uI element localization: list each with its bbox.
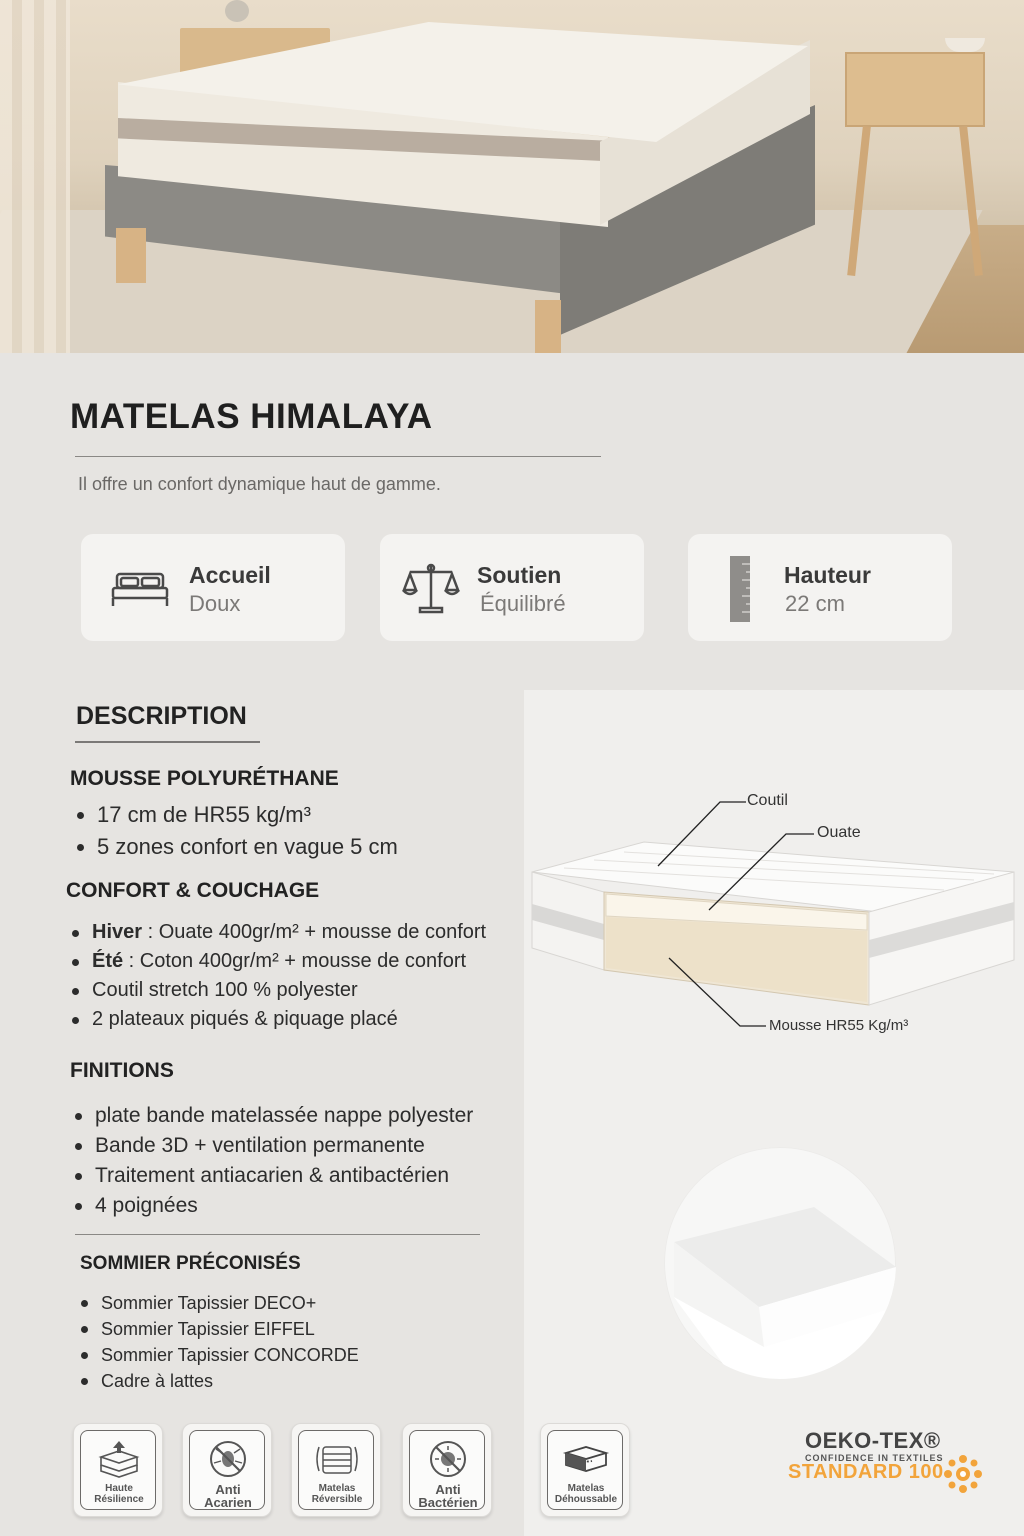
list-item: 4 poignées xyxy=(71,1191,473,1221)
badge-text: Anti Bactérien xyxy=(418,1482,478,1510)
list-item: 17 cm de HR55 kg/m³ xyxy=(73,799,398,831)
product-subtitle: Il offre un confort dynamique haut de gamme. xyxy=(78,474,441,494)
badge-haute-resilience xyxy=(73,1423,163,1517)
ouate-label: Ouate xyxy=(817,824,861,841)
list-item: Sommier Tapissier DECO+ xyxy=(77,1290,359,1316)
spec-card-accueil xyxy=(81,534,345,641)
product-title: MATELAS HIMALAYA xyxy=(70,397,433,436)
oeko-tex-tagline: CONFIDENCE IN TEXTILES xyxy=(805,1453,944,1463)
balance-scale-icon xyxy=(400,560,462,616)
list-item: Sommier Tapissier EIFFEL xyxy=(77,1316,359,1342)
bowl xyxy=(945,38,985,52)
badge-matelas-dehoussable xyxy=(540,1423,630,1517)
spec-value: 22 cm xyxy=(785,591,845,616)
bed-leg xyxy=(116,228,146,283)
foam-heading: MOUSSE POLYURÉTHANE xyxy=(70,767,339,790)
list-item: Cadre à lattes xyxy=(77,1368,359,1394)
bed-leg xyxy=(535,300,561,353)
anti-mite-icon xyxy=(204,1439,252,1479)
spec-value: Équilibré xyxy=(480,591,566,616)
ruler-icon xyxy=(718,554,758,624)
list-item: Traitement antiacarien & antibactérien xyxy=(71,1161,473,1191)
badge-text: Matelas Réversible xyxy=(311,1483,363,1505)
oeko-tex-logo: OEKO-TEX® xyxy=(805,1428,941,1453)
hero-bedroom-image xyxy=(0,0,1024,353)
confort-list xyxy=(68,918,486,1034)
right-nightstand xyxy=(845,52,985,127)
foam-list xyxy=(73,799,398,863)
reversible-icon xyxy=(313,1439,361,1479)
coutil-label: Coutil xyxy=(747,792,788,809)
oeko-tex-standard: STANDARD 100 xyxy=(788,1461,944,1483)
finitions-heading: FINITIONS xyxy=(70,1059,174,1082)
sommier-heading: SOMMIER PRÉCONISÉS xyxy=(80,1253,301,1274)
sommier-list xyxy=(77,1290,359,1394)
spec-label: Hauteur xyxy=(784,562,871,588)
list-item: Coutil stretch 100 % polyester xyxy=(68,976,486,1005)
badge-matelas-reversible xyxy=(291,1423,381,1517)
removable-cover-icon xyxy=(562,1439,610,1479)
spec-label: Accueil xyxy=(189,562,271,588)
lamp xyxy=(225,0,249,22)
list-item: 2 plateaux piqués & piquage placé xyxy=(68,1005,486,1034)
mousse-label: Mousse HR55 Kg/m³ xyxy=(769,1017,909,1034)
list-item: 5 zones confort en vague 5 cm xyxy=(73,831,398,863)
badge-text: Matelas Déhoussable xyxy=(554,1483,618,1505)
list-item: plate bande matelassée nappe polyester xyxy=(71,1101,473,1131)
list-item: Sommier Tapissier CONCORDE xyxy=(77,1342,359,1368)
confort-heading: CONFORT & COUCHAGE xyxy=(66,879,320,902)
divider xyxy=(75,1234,480,1235)
spec-value: Doux xyxy=(189,591,241,616)
anti-bacteria-icon xyxy=(424,1439,472,1479)
bed-icon xyxy=(109,560,171,616)
list-item: Hiver : Ouate 400gr/m² + mousse de confort xyxy=(68,918,486,947)
spec-label: Soutien xyxy=(477,562,562,588)
badge-anti-bacterien xyxy=(402,1423,492,1517)
badge-text: Anti Acarien xyxy=(204,1482,252,1510)
oeko-tex-flower-icon xyxy=(942,1453,984,1495)
mattress-layer-diagram xyxy=(524,780,1024,1060)
foam-closeup-image xyxy=(664,1147,896,1379)
divider xyxy=(75,741,260,743)
badge-anti-acarien xyxy=(182,1423,272,1517)
curtain xyxy=(0,0,70,353)
list-item: Bande 3D + ventilation permanente xyxy=(71,1131,473,1161)
finitions-list xyxy=(71,1101,473,1221)
spec-card-hauteur xyxy=(688,534,952,641)
spec-card-soutien xyxy=(380,534,644,641)
resilience-icon xyxy=(95,1439,143,1479)
badge-text: Haute Résilience xyxy=(94,1483,144,1505)
description-heading: DESCRIPTION xyxy=(76,702,247,730)
divider xyxy=(75,456,601,457)
list-item: Été : Coton 400gr/m² + mousse de confort xyxy=(68,947,486,976)
